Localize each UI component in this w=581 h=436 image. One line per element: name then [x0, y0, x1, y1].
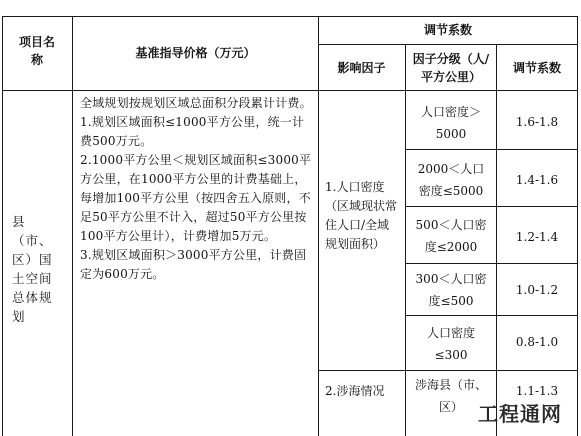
rule-grade-4 [405, 315, 578, 316]
project-name: 县（市、区）国土空间总体规划 [12, 214, 53, 324]
header-factor: 影响因子 [337, 61, 386, 75]
grade-density-2: 2000＜人口密度≤5000 [417, 162, 485, 198]
grade-density-5: 人口密度≤300 [426, 326, 475, 362]
factor-coastal: 2.涉海情况 [325, 384, 385, 398]
rule-grade-3 [405, 263, 578, 264]
grade-density-1: 人口密度＞5000 [420, 105, 481, 141]
rule-col2 [318, 16, 319, 436]
watermark-text: 工程通网 [478, 402, 562, 426]
grade-density-4: 300＜人口密度≤500 [415, 272, 487, 308]
header-adjust: 调节系数 [423, 23, 472, 37]
coef-density-2: 1.4-1.6 [515, 173, 559, 187]
rule-col1 [72, 16, 73, 436]
grade-density-3: 500＜人口密度≤2000 [415, 218, 487, 254]
header-grade: 因子分级（人/平方公里） [412, 52, 490, 84]
header-price: 基准指导价格（万元） [135, 46, 256, 60]
rule-factor [318, 370, 578, 371]
rule-left [2, 16, 3, 436]
header-coef: 调节系数 [512, 61, 561, 75]
coef-density-5: 0.8-1.0 [515, 335, 559, 349]
rule-col3 [405, 44, 406, 436]
header-item: 项目名称 [18, 35, 55, 67]
coef-density-3: 1.2-1.4 [515, 230, 559, 244]
project-price-text: 全域规划按规划区域总面积分段累计计费。 1.规划区域面积≤1000平方公里，统一计费500万元。 2.1000平方公里＜规划区域面积≤3000平方公里，在1000平方公里的计费基础上，每增加100平方公里（按四舍五入原则，不足50平方公里不计入，超过50平方公里按100平方公里计），计费增加5万元。 3.规划区域面积＞3000平方公里，计费固定为600万元。 [80, 96, 312, 281]
coef-density-1: 1.6-1.8 [515, 115, 559, 129]
grade-coastal: 涉海县（市、区） [414, 378, 487, 414]
rule-grade-1 [405, 149, 578, 150]
coef-density-4: 1.0-1.2 [515, 283, 559, 297]
coef-coastal: 1.1-1.3 [515, 384, 559, 398]
rule-adjust-sub [318, 44, 578, 45]
rule-right [577, 16, 578, 436]
factor-population-density: 1.人口密度（区域现状常住人口/全域规划面积） [325, 180, 398, 251]
rule-header-bottom [2, 90, 578, 91]
rule-grade-2 [405, 206, 578, 207]
rule-top [2, 16, 578, 17]
